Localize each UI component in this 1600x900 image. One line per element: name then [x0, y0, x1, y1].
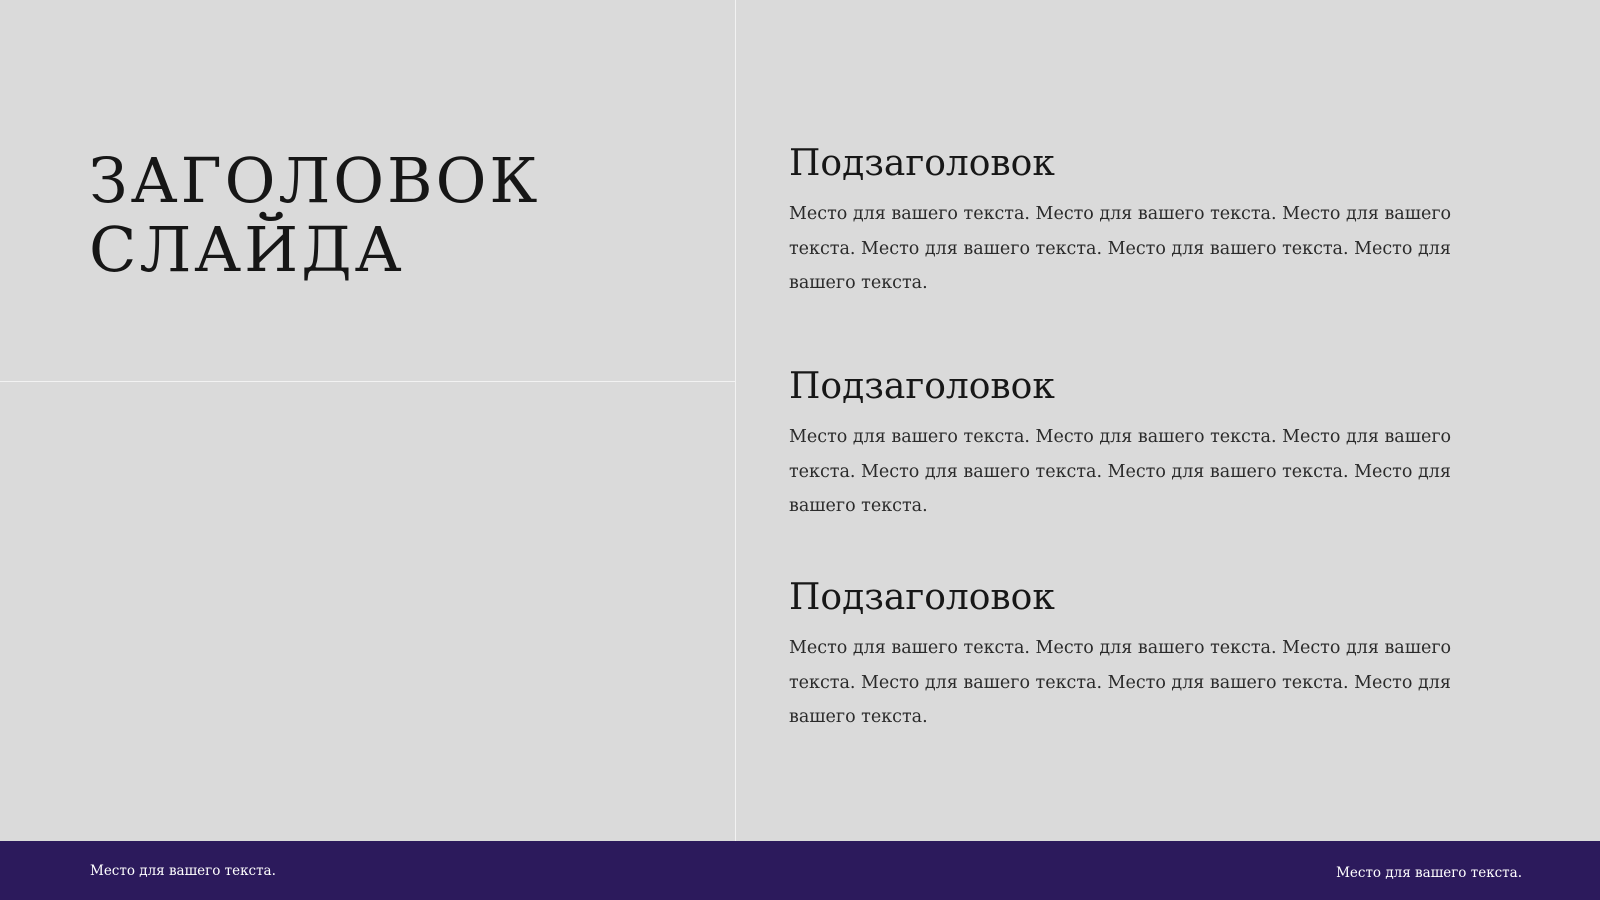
section-body-text: Место для вашего текста. Место для вашего текста. Место для вашего текста. Место для вашего текста. Место для вашего текста. Место для вашего текста.	[789, 638, 1452, 727]
section-body-text: Место для вашего текста. Место для вашего текста. Место для вашего текста. Место для вашего текста. Место для вашего текста. Место для вашего текста.	[789, 427, 1452, 516]
footer-left-text: Место для вашего текста.	[90, 863, 276, 879]
slide-title	[89, 146, 689, 284]
slide-title-line-2: СЛАЙДА	[89, 213, 405, 286]
section-subheading: Подзаголовок	[789, 577, 1055, 618]
slide-title-line-1: ЗАГОЛОВОК	[89, 144, 541, 217]
content-section-3	[789, 576, 1459, 735]
section-subheading: Подзаголовок	[789, 366, 1055, 407]
horizontal-divider	[0, 381, 735, 382]
section-subheading: Подзаголовок	[789, 143, 1055, 184]
content-section-1	[789, 142, 1459, 301]
footer-bar	[0, 841, 1600, 900]
content-section-2	[789, 365, 1459, 524]
section-body-text: Место для вашего текста. Место для вашего текста. Место для вашего текста. Место для вашего текста. Место для вашего текста. Место для вашего текста.	[789, 204, 1452, 293]
vertical-divider	[735, 0, 736, 841]
footer-right-text: Место для вашего текста.	[1336, 865, 1522, 881]
